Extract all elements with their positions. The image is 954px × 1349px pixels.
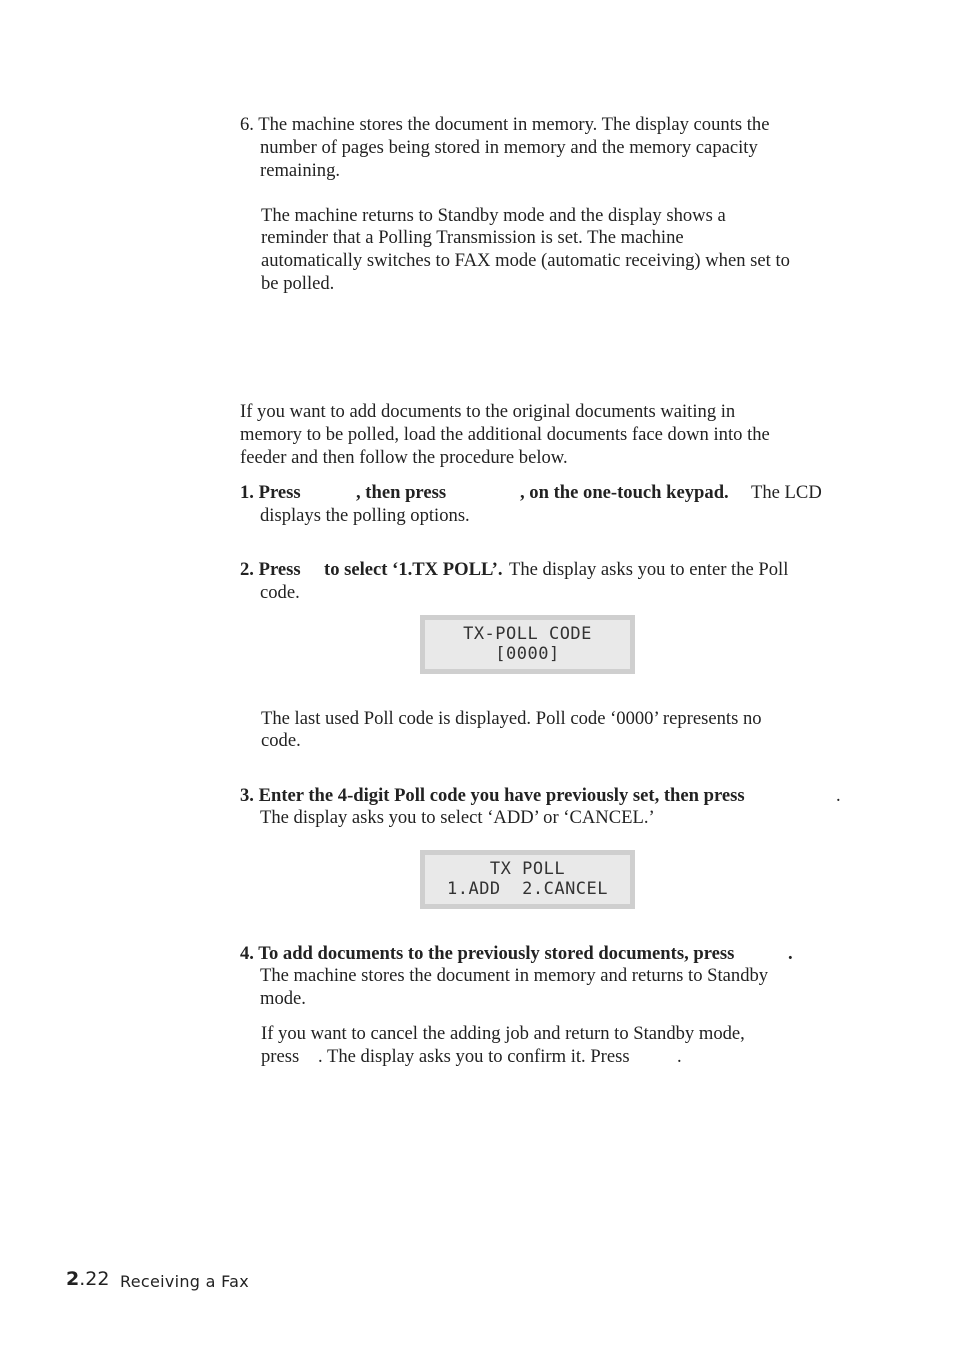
step-1-press: 1. Press [240,482,301,503]
step-4-period: . [788,943,793,964]
step-4-line-2: The machine stores the document in memory and returns to Standby [260,965,769,986]
page-number [66,1268,109,1290]
poll-note-line-1: The last used Poll code is displayed. Poll code ‘0000’ represents no [261,708,762,729]
step-2-press: 2. Press [240,559,301,580]
chapter-number: 2 [66,1268,80,1290]
step-6-line-2: number of pages being stored in memory and the memory capacity [260,137,758,158]
intro-line-1: If you want to add documents to the original documents waiting in [240,401,736,422]
standby-note-line-1: The machine returns to Standby mode and the display shows a [261,205,726,226]
cancel-note-end: . [677,1046,682,1067]
standby-note-line-3: automatically switches to FAX mode (automatic receiving) when set to [261,250,790,271]
step-1-rest: The LCD [751,482,822,503]
step-3-period: . [836,785,841,806]
step-2-rest: The display asks you to enter the Poll [509,559,789,580]
step-2-line-2: code. [260,582,300,603]
lcd-display-poll-code [420,615,635,674]
step-6-line-3: remaining. [260,160,341,181]
cancel-note-line-1: If you want to cancel the adding job and return to Standby mode, [261,1023,745,1044]
step-1-then-press: , then press [356,482,447,503]
page-suffix: .22 [79,1268,110,1290]
step-1-line-2: displays the polling options. [260,505,470,526]
step-1-keypad: , on the one-touch keypad. [520,482,729,503]
lcd-display-tx-poll [420,850,635,909]
intro-line-2: memory to be polled, load the additional documents face down into the [240,424,770,445]
standby-note-line-4: be polled. [261,273,335,294]
lcd-line-1: TX-POLL CODE [463,624,592,644]
section-title: Receiving a Fax [120,1272,250,1291]
lcd-line-2: 1.ADD 2.CANCEL [446,879,609,899]
step-4-line-3: mode. [260,988,306,1009]
step-4-instruction: 4. To add documents to the previously stored documents, press [240,943,735,964]
cancel-note-press: press [261,1046,300,1067]
poll-note-line-2: code. [261,730,301,751]
step-3-instruction: 3. Enter the 4-digit Poll code you have previously set, then press [240,785,745,806]
cancel-note-middle: . The display asks you to confirm it. Press [318,1046,630,1067]
standby-note-line-2: reminder that a Polling Transmission is set. The machine [261,227,684,248]
lcd-line-1: TX POLL [489,859,566,879]
step-2-select: to select ‘1.TX POLL’. [324,559,503,580]
step-6-line-1: 6. The machine stores the document in memory. The display counts the [240,114,770,135]
step-3-line-2: The display asks you to select ‘ADD’ or ‘CANCEL.’ [260,807,655,828]
lcd-line-2: [0000] [495,644,560,664]
intro-line-3: feeder and then follow the procedure below. [240,447,568,468]
